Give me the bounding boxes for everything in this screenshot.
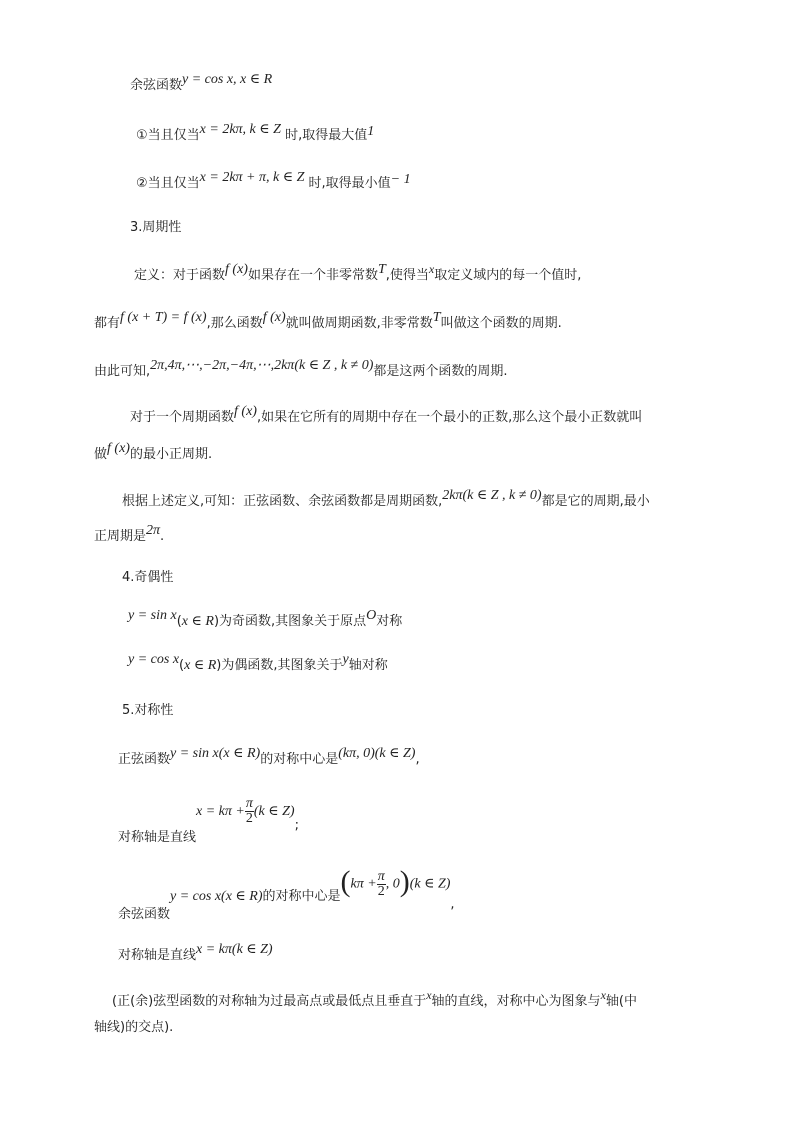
- math-y: y: [342, 652, 349, 667]
- section-heading-parity: 4.奇偶性: [122, 570, 174, 585]
- math-period: 2kπ(k ∈ Z , k ≠ 0): [442, 488, 542, 503]
- math-fx: f (x): [107, 441, 130, 456]
- sine-parity: y = sin x(x ∈ R)为奇函数,其图象关于原点O对称: [128, 608, 403, 629]
- text: 余弦函数: [130, 78, 183, 93]
- text: ①当且仅当: [136, 128, 200, 143]
- math-center: (kπ, 0)(k ∈ Z): [338, 746, 416, 761]
- periodicity-definition-cont: 都有f (x + T) = f (x),那么函数f (x)就叫做周期函数,非零常数T叫做这个函数的周期.: [94, 310, 562, 331]
- period-conclusion-cont: 正周期是2π.: [94, 523, 165, 544]
- math-condition: x = 2kπ, k ∈ Z: [199, 122, 281, 137]
- math-axis: x = kπ(k ∈ Z): [196, 942, 273, 957]
- math-cos-func: y = cos x(x ∈ R): [170, 888, 263, 904]
- math-T: T: [377, 262, 386, 277]
- max-value: 1: [367, 124, 375, 139]
- math-x: x: [600, 988, 606, 1002]
- sine-symmetry-axis: 对称轴是直线x = kπ + $\frac{\pi}{2}$ (k ∈ Z);: [118, 796, 299, 845]
- text: ②当且仅当: [136, 176, 200, 191]
- period-examples: 由此可知,2π,4π,⋯,−2π,−4π,⋯,2kπ(k ∈ Z , k ≠ 0)都是这两个函数的周期.: [94, 358, 508, 379]
- math-x: x: [426, 988, 432, 1002]
- min-period-definition-cont: 做f (x)的最小正周期.: [94, 441, 213, 462]
- periodicity-definition: 定义：对于函数f (x)如果存在一个非零常数T,使得当x取定义域内的每一个值时,: [134, 262, 582, 283]
- math-sin-func: y = sin x(x ∈ R): [170, 746, 261, 761]
- sine-symmetry-center: 正弦函数y = sin x(x ∈ R)的对称中心是(kπ, 0)(k ∈ Z),: [118, 746, 420, 767]
- math-cos-def: y = cos x, x ∈ R: [182, 72, 273, 87]
- math-fx: f (x): [234, 404, 257, 419]
- cos-maximum-condition: [136, 122, 375, 145]
- min-period-definition: 对于一个周期函数f (x),如果在它所有的周期中存在一个最小的正数,那么这个最小正数就叫: [130, 404, 643, 425]
- section-heading-periodicity: 3.周期性: [130, 220, 182, 235]
- cosine-parity: y = cos x(x ∈ R)为偶函数,其图象关于y轴对称: [128, 652, 388, 673]
- min-value: − 1: [390, 172, 411, 187]
- math-x: x: [428, 262, 435, 276]
- math-fx: f (x): [225, 262, 248, 277]
- period-conclusion: 根据上述定义,可知：正弦函数、余弦函数都是周期函数,2kπ(k ∈ Z , k ≠ 0)都是它的周期,最小: [122, 488, 650, 509]
- math-T: T: [432, 310, 441, 325]
- cos-minimum-condition: [136, 170, 411, 193]
- math-periodic-eq: f (x + T) = f (x): [120, 310, 207, 325]
- math-fx: f (x): [262, 310, 286, 325]
- cosine-function-intro: [130, 72, 273, 95]
- math-domain: x ∈ R: [181, 614, 214, 629]
- math-k-in-z: (k ∈ Z): [409, 876, 451, 892]
- fraction-pi-over-2: $\frac{\pi}{2}$: [377, 868, 385, 899]
- symmetry-note: (正(余)弦型函数的对称轴为过最高点或最低点且垂直于x轴的直线，对称中心为图象与x轴(中: [112, 988, 637, 1009]
- math-condition: x = 2kπ + π, k ∈ Z: [199, 170, 305, 185]
- text: 时,取得最小值: [308, 176, 391, 191]
- symmetry-note-cont: 轴线)的交点).: [94, 1020, 174, 1035]
- math-origin: O: [366, 608, 377, 623]
- math-2pi: 2π: [146, 523, 161, 538]
- math-sin: y = sin x: [128, 608, 177, 623]
- cosine-symmetry-center: 余弦函数y = cos x(x ∈ R)的对称中心是(kπ + $\frac{\pi}{2}$ , 0)(k ∈ Z),: [118, 865, 455, 922]
- math-k-in-z: (k ∈ Z): [253, 804, 295, 819]
- math-domain: x ∈ R: [184, 658, 217, 673]
- math-cos: y = cos x: [128, 652, 180, 667]
- math-axis: x = kπ +: [196, 804, 245, 819]
- math-period-list: 2π,4π,⋯,−2π,−4π,⋯,2kπ(k ∈ Z , k ≠ 0): [150, 358, 374, 373]
- paren-open: (: [340, 865, 351, 898]
- section-heading-symmetry: 5.对称性: [122, 703, 174, 718]
- text: 时,取得最大值: [285, 128, 368, 143]
- fraction-pi-over-2: $\frac{\pi}{2}$: [245, 796, 253, 826]
- paren-close: ): [399, 865, 410, 898]
- cosine-symmetry-axis: 对称轴是直线x = kπ(k ∈ Z): [118, 942, 273, 963]
